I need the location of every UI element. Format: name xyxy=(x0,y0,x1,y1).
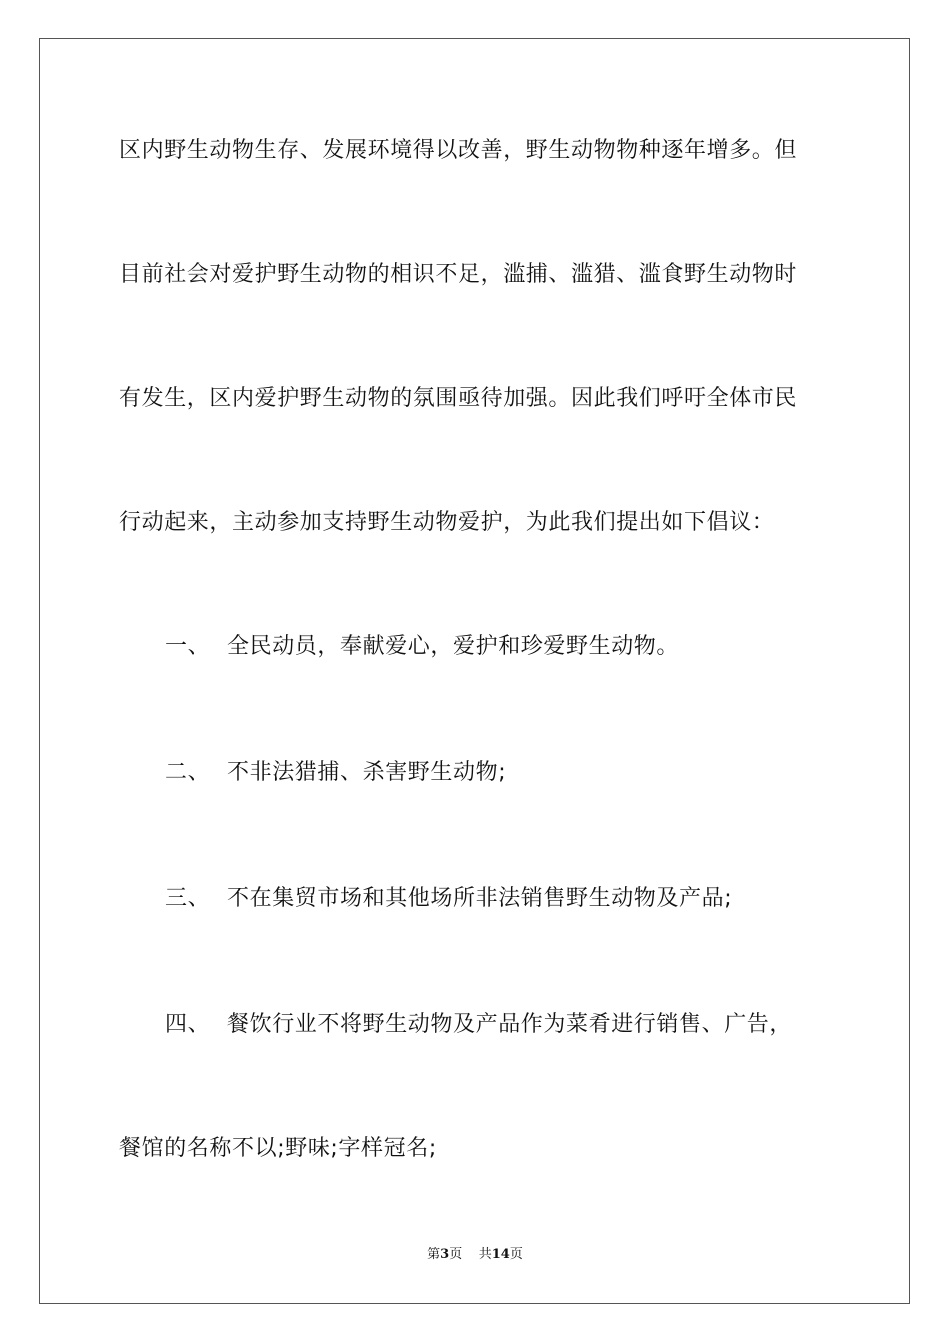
paragraph-line-4: 行动起来，主动参加支持野生动物爱护，为此我们提出如下倡议： xyxy=(119,510,775,535)
footer-total-suffix: 页 xyxy=(509,1247,523,1262)
continuation-line: 餐馆的名称不以;野味;字样冠名; xyxy=(119,1136,437,1161)
paragraph-line-2: 目前社会对爱护野生动物的相识不足，滥捕、滥猎、滥食野生动物时 xyxy=(119,262,798,287)
footer-page-suffix: 页 xyxy=(449,1247,463,1262)
proposal-item-1 xyxy=(165,632,679,662)
proposal-item-2-marker: 二、 xyxy=(165,760,211,785)
proposal-item-3-text: 不在集贸市场和其他场所非法销售野生动物及产品; xyxy=(227,886,733,911)
footer-total-number: 14 xyxy=(491,1247,510,1262)
page-footer xyxy=(0,1246,950,1264)
page-border xyxy=(39,38,910,1304)
proposal-item-2-text: 不非法猎捕、杀害野生动物; xyxy=(227,760,507,785)
proposal-item-4-text: 餐饮行业不将野生动物及产品作为菜肴进行销售、广告， xyxy=(227,1012,793,1037)
footer-page-prefix: 第 xyxy=(427,1247,441,1262)
proposal-item-2 xyxy=(165,758,506,788)
proposal-item-3-marker: 三、 xyxy=(165,886,211,911)
proposal-item-4-marker: 四、 xyxy=(165,1012,211,1037)
proposal-item-3 xyxy=(165,884,732,914)
footer-page-number: 3 xyxy=(440,1247,450,1262)
paragraph-line-1: 区内野生动物生存、发展环境得以改善，野生动物物种逐年增多。但 xyxy=(119,138,798,163)
footer-total-prefix: 共 xyxy=(478,1247,492,1262)
proposal-item-1-text: 全民动员，奉献爱心，爱护和珍爱野生动物。 xyxy=(227,634,680,659)
proposal-item-4 xyxy=(165,1010,792,1040)
proposal-item-1-marker: 一、 xyxy=(165,634,211,659)
paragraph-line-3: 有发生，区内爱护野生动物的氛围亟待加强。因此我们呼吁全体市民 xyxy=(119,386,798,411)
